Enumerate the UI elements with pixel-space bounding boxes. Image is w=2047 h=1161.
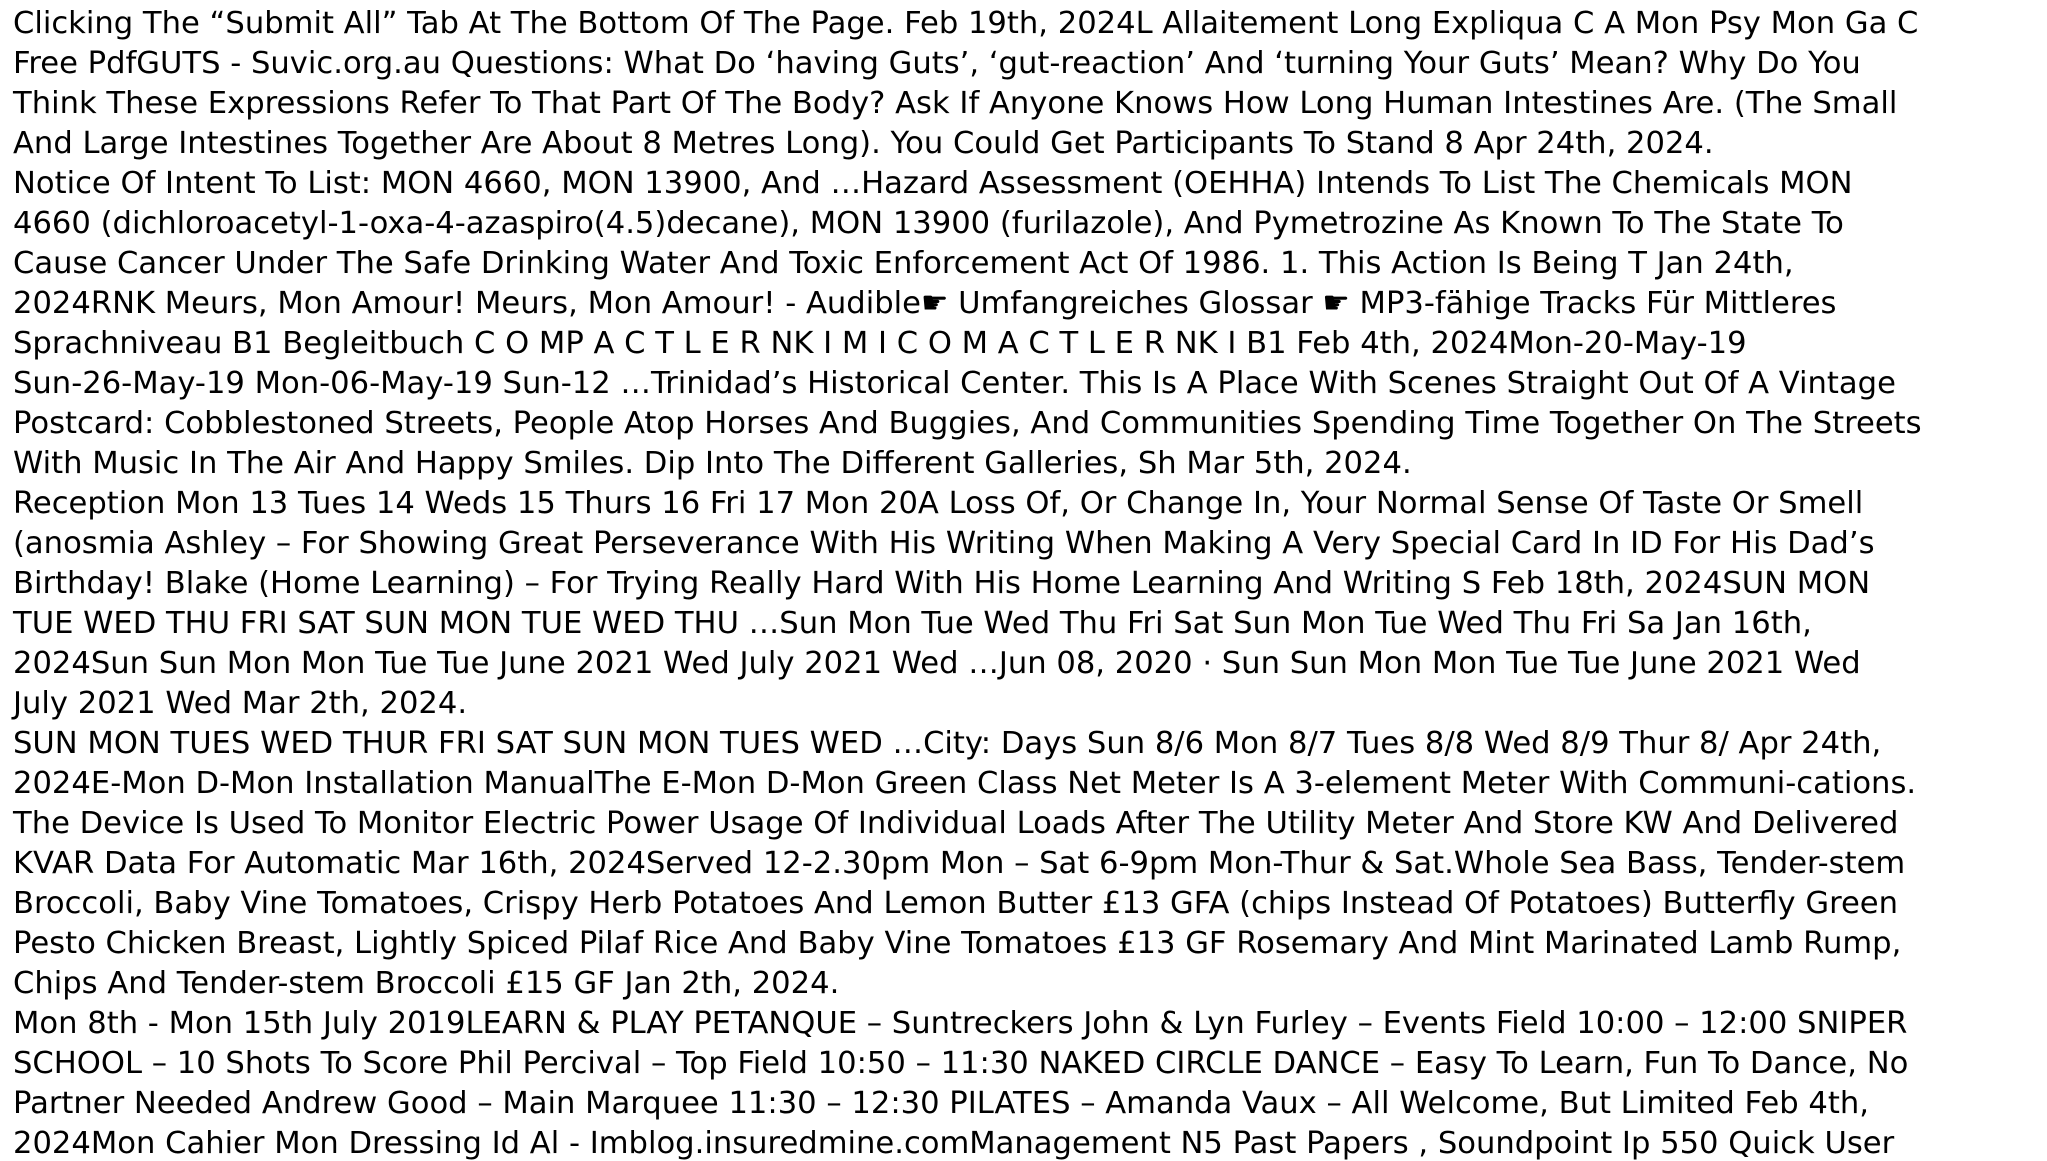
text-line: Think These Expressions Refer To That Part Of The Body? Ask If Anyone Knows How Long Human Intestines Are. (The Small xyxy=(13,86,1898,121)
text-line: 4660 (dichloroacetyl-1-oxa-4-azaspiro(4.5)decane), MON 13900 (furilazole), And Pymetrozine As Known To The State To xyxy=(13,206,1844,241)
text-line: 2024RNK Meurs, Mon Amour! Meurs, Mon Amour! - Audible☛ Umfangreiches Glossar ☛ MP3-fähige Tracks Für Mittleres xyxy=(13,286,1837,321)
text-line: With Music In The Air And Happy Smiles. Dip Into The Different Galleries, Sh Mar 5th, 2024. xyxy=(13,446,1412,481)
text-line: (anosmia Ashley – For Showing Great Perseverance With His Writing When Making A Very Special Card In ID For His Dad’s xyxy=(13,526,1875,561)
text-line: Sprachniveau B1 Begleitbuch C O MP A C T L E R NK I M I C O M A C T L E R NK I B1 Feb 4th, 2024Mon-20-May-19 xyxy=(13,326,1747,361)
text-line: SUN MON TUES WED THUR FRI SAT SUN MON TUES WED …City: Days Sun 8/6 Mon 8/7 Tues 8/8 Wed 8/9 Thur 8/ Apr 24th, xyxy=(13,726,1882,761)
text-line: Notice Of Intent To List: MON 4660, MON 13900, And …Hazard Assessment (OEHHA) Intends To List The Chemicals MON xyxy=(13,166,1853,201)
text-line: Partner Needed Andrew Good – Main Marquee 11:30 – 12:30 PILATES – Amanda Vaux – All Welcome, But Limited Feb 4th, xyxy=(13,1086,1869,1121)
text-line: TUE WED THU FRI SAT SUN MON TUE WED THU …Sun Mon Tue Wed Thu Fri Sat Sun Mon Tue Wed Thu Fri Sa Jan 16th, xyxy=(13,606,1812,641)
text-line: 2024E-Mon D-Mon Installation ManualThe E-Mon D-Mon Green Class Net Meter Is A 3-element Meter With Communi-cations. xyxy=(13,766,1917,801)
text-line: KVAR Data For Automatic Mar 16th, 2024Served 12-2.30pm Mon – Sat 6-9pm Mon-Thur & Sat.Whole Sea Bass, Tender-stem xyxy=(13,846,1906,881)
text-line: Postcard: Cobblestoned Streets, People Atop Horses And Buggies, And Communities Spending Time Together On The Streets xyxy=(13,406,1922,441)
text-line: SCHOOL – 10 Shots To Score Phil Percival – Top Field 10:50 – 11:30 NAKED CIRCLE DANCE – Easy To Learn, Fun To Dance, No xyxy=(13,1046,1909,1081)
text-line: Free PdfGUTS - Suvic.org.au Questions: What Do ‘having Guts’, ‘gut-reaction’ And ‘turning Your Guts’ Mean? Why Do You xyxy=(13,46,1861,81)
text-line: 2024Sun Sun Mon Mon Tue Tue June 2021 Wed July 2021 Wed …Jun 08, 2020 · Sun Sun Mon Mon Tue Tue June 2021 Wed xyxy=(13,646,1861,681)
paragraph-2 xyxy=(13,164,2043,484)
text-line: Birthday! Blake (Home Learning) – For Trying Really Hard With His Home Learning And Writing S Feb 18th, 2024SUN MON xyxy=(13,566,1871,601)
paragraph-1 xyxy=(13,4,2043,164)
text-line: Clicking The “Submit All” Tab At The Bottom Of The Page. Feb 19th, 2024L Allaitement Long Expliqua C A Mon Psy Mon Ga C xyxy=(13,6,1919,41)
text-line: The Device Is Used To Monitor Electric Power Usage Of Individual Loads After The Utility Meter And Store KW And Delivered xyxy=(13,806,1899,841)
text-line: Sun-26-May-19 Mon-06-May-19 Sun-12 …Trinidad’s Historical Center. This Is A Place With Scenes Straight Out Of A Vintage xyxy=(13,366,1896,401)
text-line: Mon 8th - Mon 15th July 2019LEARN & PLAY PETANQUE – Suntreckers John & Lyn Furley – Events Field 10:00 – 12:00 SNIPER xyxy=(13,1006,1908,1041)
text-line: And Large Intestines Together Are About 8 Metres Long). You Could Get Participants To Stand 8 Apr 24th, 2024. xyxy=(13,126,1714,161)
paragraph-3 xyxy=(13,484,2043,724)
paragraph-4 xyxy=(13,724,2043,1004)
text-line: Reception Mon 13 Tues 14 Weds 15 Thurs 16 Fri 17 Mon 20A Loss Of, Or Change In, Your Normal Sense Of Taste Or Smell xyxy=(13,486,1864,521)
text-line: Pesto Chicken Breast, Lightly Spiced Pilaf Rice And Baby Vine Tomatoes £13 GF Rosemary And Mint Marinated Lamb Rump, xyxy=(13,926,1902,961)
text-line: Cause Cancer Under The Safe Drinking Water And Toxic Enforcement Act Of 1986. 1. This Action Is Being T Jan 24th, xyxy=(13,246,1794,281)
text-line: July 2021 Wed Mar 2th, 2024. xyxy=(13,686,468,721)
document-text xyxy=(13,4,2043,1161)
paragraph-5 xyxy=(13,1004,2043,1161)
text-line: Broccoli, Baby Vine Tomatoes, Crispy Herb Potatoes And Lemon Butter £13 GFA (chips Instead Of Potatoes) Butterfly Green xyxy=(13,886,1899,921)
text-line: Chips And Tender-stem Broccoli £15 GF Jan 2th, 2024. xyxy=(13,966,840,1001)
text-line: 2024Mon Cahier Mon Dressing Id Al - Imblog.insuredmine.comManagement N5 Past Papers , Soundpoint Ip 550 Quick User xyxy=(13,1126,1895,1161)
